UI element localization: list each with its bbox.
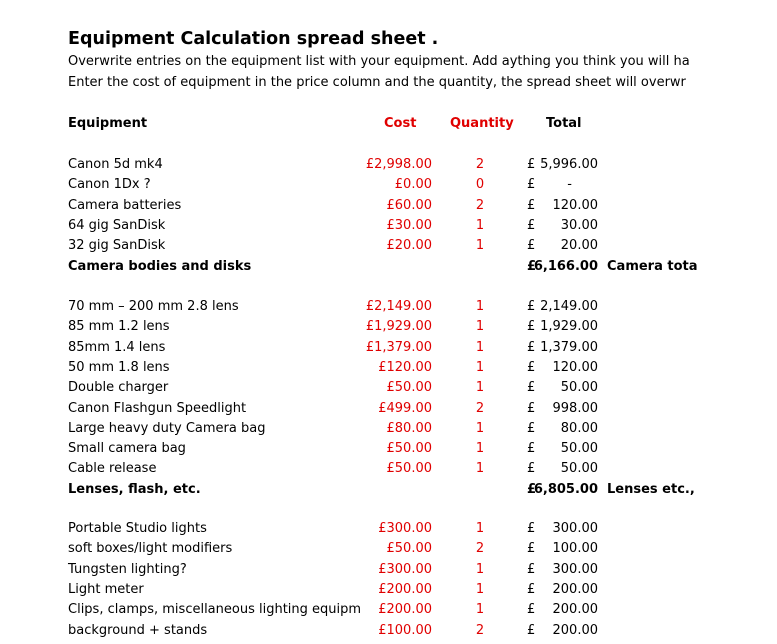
item-total-currency: £	[527, 541, 536, 557]
item-total: 1,929.00	[540, 319, 598, 335]
item-cost[interactable]: £1,379.00	[365, 339, 432, 355]
table-row	[0, 560, 777, 580]
item-cost[interactable]: £120.00	[378, 359, 432, 375]
item-total-currency: £	[527, 380, 536, 396]
item-total-currency: £	[527, 238, 536, 254]
table-row	[0, 419, 777, 439]
subtotal-total: 6,166.00	[533, 258, 598, 274]
item-name[interactable]: Canon 5d mk4	[68, 157, 163, 172]
item-cost[interactable]: £0.00	[394, 177, 432, 193]
item-quantity[interactable]: 1	[475, 319, 485, 335]
item-total-currency: £	[527, 319, 536, 335]
item-quantity[interactable]: 1	[475, 339, 485, 355]
header-total: Total	[546, 116, 582, 131]
item-quantity[interactable]: 1	[475, 217, 485, 233]
item-total: 1,379.00	[540, 339, 598, 355]
item-total: 30.00	[560, 217, 598, 233]
item-name[interactable]: Portable Studio lights	[68, 521, 207, 536]
table-row	[0, 338, 777, 358]
item-quantity[interactable]: 1	[475, 461, 485, 477]
item-cost[interactable]: £1,929.00	[365, 319, 432, 335]
item-total-currency: £	[527, 581, 536, 597]
header-equipment: Equipment	[68, 116, 148, 131]
item-total-currency: £	[527, 602, 536, 618]
table-row	[0, 236, 777, 256]
item-total: -	[567, 177, 572, 193]
table-row	[0, 399, 777, 419]
item-quantity[interactable]: 2	[475, 622, 485, 638]
item-total: 100.00	[552, 541, 598, 557]
item-name[interactable]: soft boxes/light modifiers	[68, 541, 233, 557]
item-cost[interactable]: £50.00	[386, 380, 432, 396]
item-cost[interactable]: £80.00	[386, 420, 432, 436]
item-quantity[interactable]: 2	[475, 400, 485, 416]
table-row	[0, 580, 777, 600]
item-total-currency: £	[527, 359, 536, 375]
item-quantity[interactable]: 1	[475, 441, 485, 457]
table-row	[0, 600, 777, 620]
item-total-currency: £	[527, 197, 536, 213]
item-total: 20.00	[560, 238, 598, 254]
subtotal-currency: £	[527, 258, 537, 274]
item-total: 5,996.00	[540, 157, 598, 172]
header-quantity: Quantity	[450, 116, 514, 131]
item-name[interactable]: Canon 1Dx ?	[68, 177, 151, 193]
item-name[interactable]: Small camera bag	[68, 441, 186, 457]
item-total-currency: £	[527, 521, 536, 536]
item-quantity[interactable]: 2	[475, 157, 485, 172]
item-quantity[interactable]: 1	[475, 521, 485, 536]
item-total: 998.00	[552, 400, 598, 416]
item-cost[interactable]: £20.00	[386, 238, 432, 254]
item-name[interactable]: 85 mm 1.2 lens	[68, 319, 170, 335]
item-name[interactable]: 50 mm 1.8 lens	[68, 359, 170, 375]
item-cost[interactable]: £2,998.00	[365, 157, 432, 172]
item-name[interactable]: Clips, clamps, miscellaneous lighting equipm	[68, 602, 362, 618]
item-total-currency: £	[527, 157, 536, 172]
header-cost: Cost	[384, 116, 417, 131]
subtotal-currency: £	[527, 481, 537, 497]
item-quantity[interactable]: 1	[475, 581, 485, 597]
item-total-currency: £	[527, 299, 536, 314]
table-row	[0, 175, 777, 195]
item-total: 200.00	[552, 581, 598, 597]
item-total: 50.00	[560, 461, 598, 477]
table-row	[0, 317, 777, 337]
item-quantity[interactable]: 1	[475, 380, 485, 396]
subtotal-note: Lenses etc.,	[607, 481, 695, 497]
item-total-currency: £	[527, 339, 536, 355]
subtotal-label: Lenses, flash, etc.	[68, 481, 201, 497]
item-quantity[interactable]: 1	[475, 602, 485, 618]
item-total: 300.00	[552, 521, 598, 536]
item-total-currency: £	[527, 420, 536, 436]
item-cost[interactable]: £60.00	[386, 197, 432, 213]
item-cost[interactable]: £50.00	[386, 541, 432, 557]
item-quantity[interactable]: 2	[475, 197, 485, 213]
item-total: 200.00	[552, 602, 598, 618]
table-row	[0, 216, 777, 236]
table-row	[0, 378, 777, 398]
item-cost[interactable]: £100.00	[378, 622, 432, 638]
sheet-title: Equipment Calculation spread sheet .	[68, 29, 439, 49]
item-quantity[interactable]: 1	[475, 420, 485, 436]
item-cost[interactable]: £30.00	[386, 217, 432, 233]
table-row	[0, 459, 777, 479]
item-quantity[interactable]: 1	[475, 561, 485, 577]
item-total-currency: £	[527, 400, 536, 416]
item-total-currency: £	[527, 177, 536, 193]
item-quantity[interactable]: 2	[475, 541, 485, 557]
item-name[interactable]: Double charger	[68, 380, 169, 396]
item-cost[interactable]: £50.00	[386, 441, 432, 457]
table-row	[0, 519, 777, 539]
item-cost[interactable]: £499.00	[378, 400, 432, 416]
item-total: 80.00	[560, 420, 598, 436]
table-row	[0, 297, 777, 317]
item-cost[interactable]: £300.00	[378, 561, 432, 577]
item-cost[interactable]: £200.00	[378, 602, 432, 618]
item-quantity[interactable]: 1	[475, 359, 485, 375]
item-total-currency: £	[527, 622, 536, 638]
item-name[interactable]: 32 gig SanDisk	[68, 238, 166, 254]
subtotal-label: Camera bodies and disks	[68, 258, 252, 274]
item-total: 50.00	[560, 380, 598, 396]
item-name[interactable]: 70 mm – 200 mm 2.8 lens	[68, 299, 239, 314]
subtotal-note: Camera tota	[607, 258, 698, 274]
item-name[interactable]: Cable release	[68, 461, 157, 477]
item-total: 200.00	[552, 622, 598, 638]
item-name[interactable]: Tungsten lighting?	[68, 561, 187, 577]
subtotal-row	[0, 480, 777, 500]
item-total: 2,149.00	[540, 299, 598, 314]
item-total: 120.00	[552, 359, 598, 375]
subtotal-total: 6,805.00	[533, 481, 598, 497]
item-quantity[interactable]: 1	[475, 238, 485, 254]
item-name[interactable]: 64 gig SanDisk	[68, 217, 166, 233]
item-name[interactable]: Camera batteries	[68, 197, 182, 213]
item-total: 50.00	[560, 441, 598, 457]
item-name[interactable]: background + stands	[68, 622, 208, 638]
subtotal-row	[0, 257, 777, 277]
item-cost[interactable]: £2,149.00	[365, 299, 432, 314]
item-name[interactable]: Large heavy duty Camera bag	[68, 420, 266, 436]
table-row	[0, 155, 777, 175]
item-quantity[interactable]: 0	[475, 177, 485, 193]
table-row	[0, 539, 777, 559]
item-total-currency: £	[527, 441, 536, 457]
item-cost[interactable]: £50.00	[386, 461, 432, 477]
table-row	[0, 439, 777, 459]
item-quantity[interactable]: 1	[475, 299, 485, 314]
intro-line-2: Enter the cost of equipment in the price column and the quantity, the spread sheet will overwr	[68, 75, 686, 90]
item-total: 120.00	[552, 197, 598, 213]
table-row	[0, 621, 777, 641]
table-row	[0, 196, 777, 216]
item-name[interactable]: 85mm 1.4 lens	[68, 339, 166, 355]
item-name[interactable]: Light meter	[68, 581, 144, 597]
item-total: 300.00	[552, 561, 598, 577]
intro-line-1: Overwrite entries on the equipment list with your equipment. Add aything you think you will ha	[68, 54, 690, 69]
item-cost[interactable]: £200.00	[378, 581, 432, 597]
item-name[interactable]: Canon Flashgun Speedlight	[68, 400, 247, 416]
item-cost[interactable]: £300.00	[378, 521, 432, 536]
item-total-currency: £	[527, 217, 536, 233]
table-row	[0, 358, 777, 378]
item-total-currency: £	[527, 561, 536, 577]
item-total-currency: £	[527, 461, 536, 477]
